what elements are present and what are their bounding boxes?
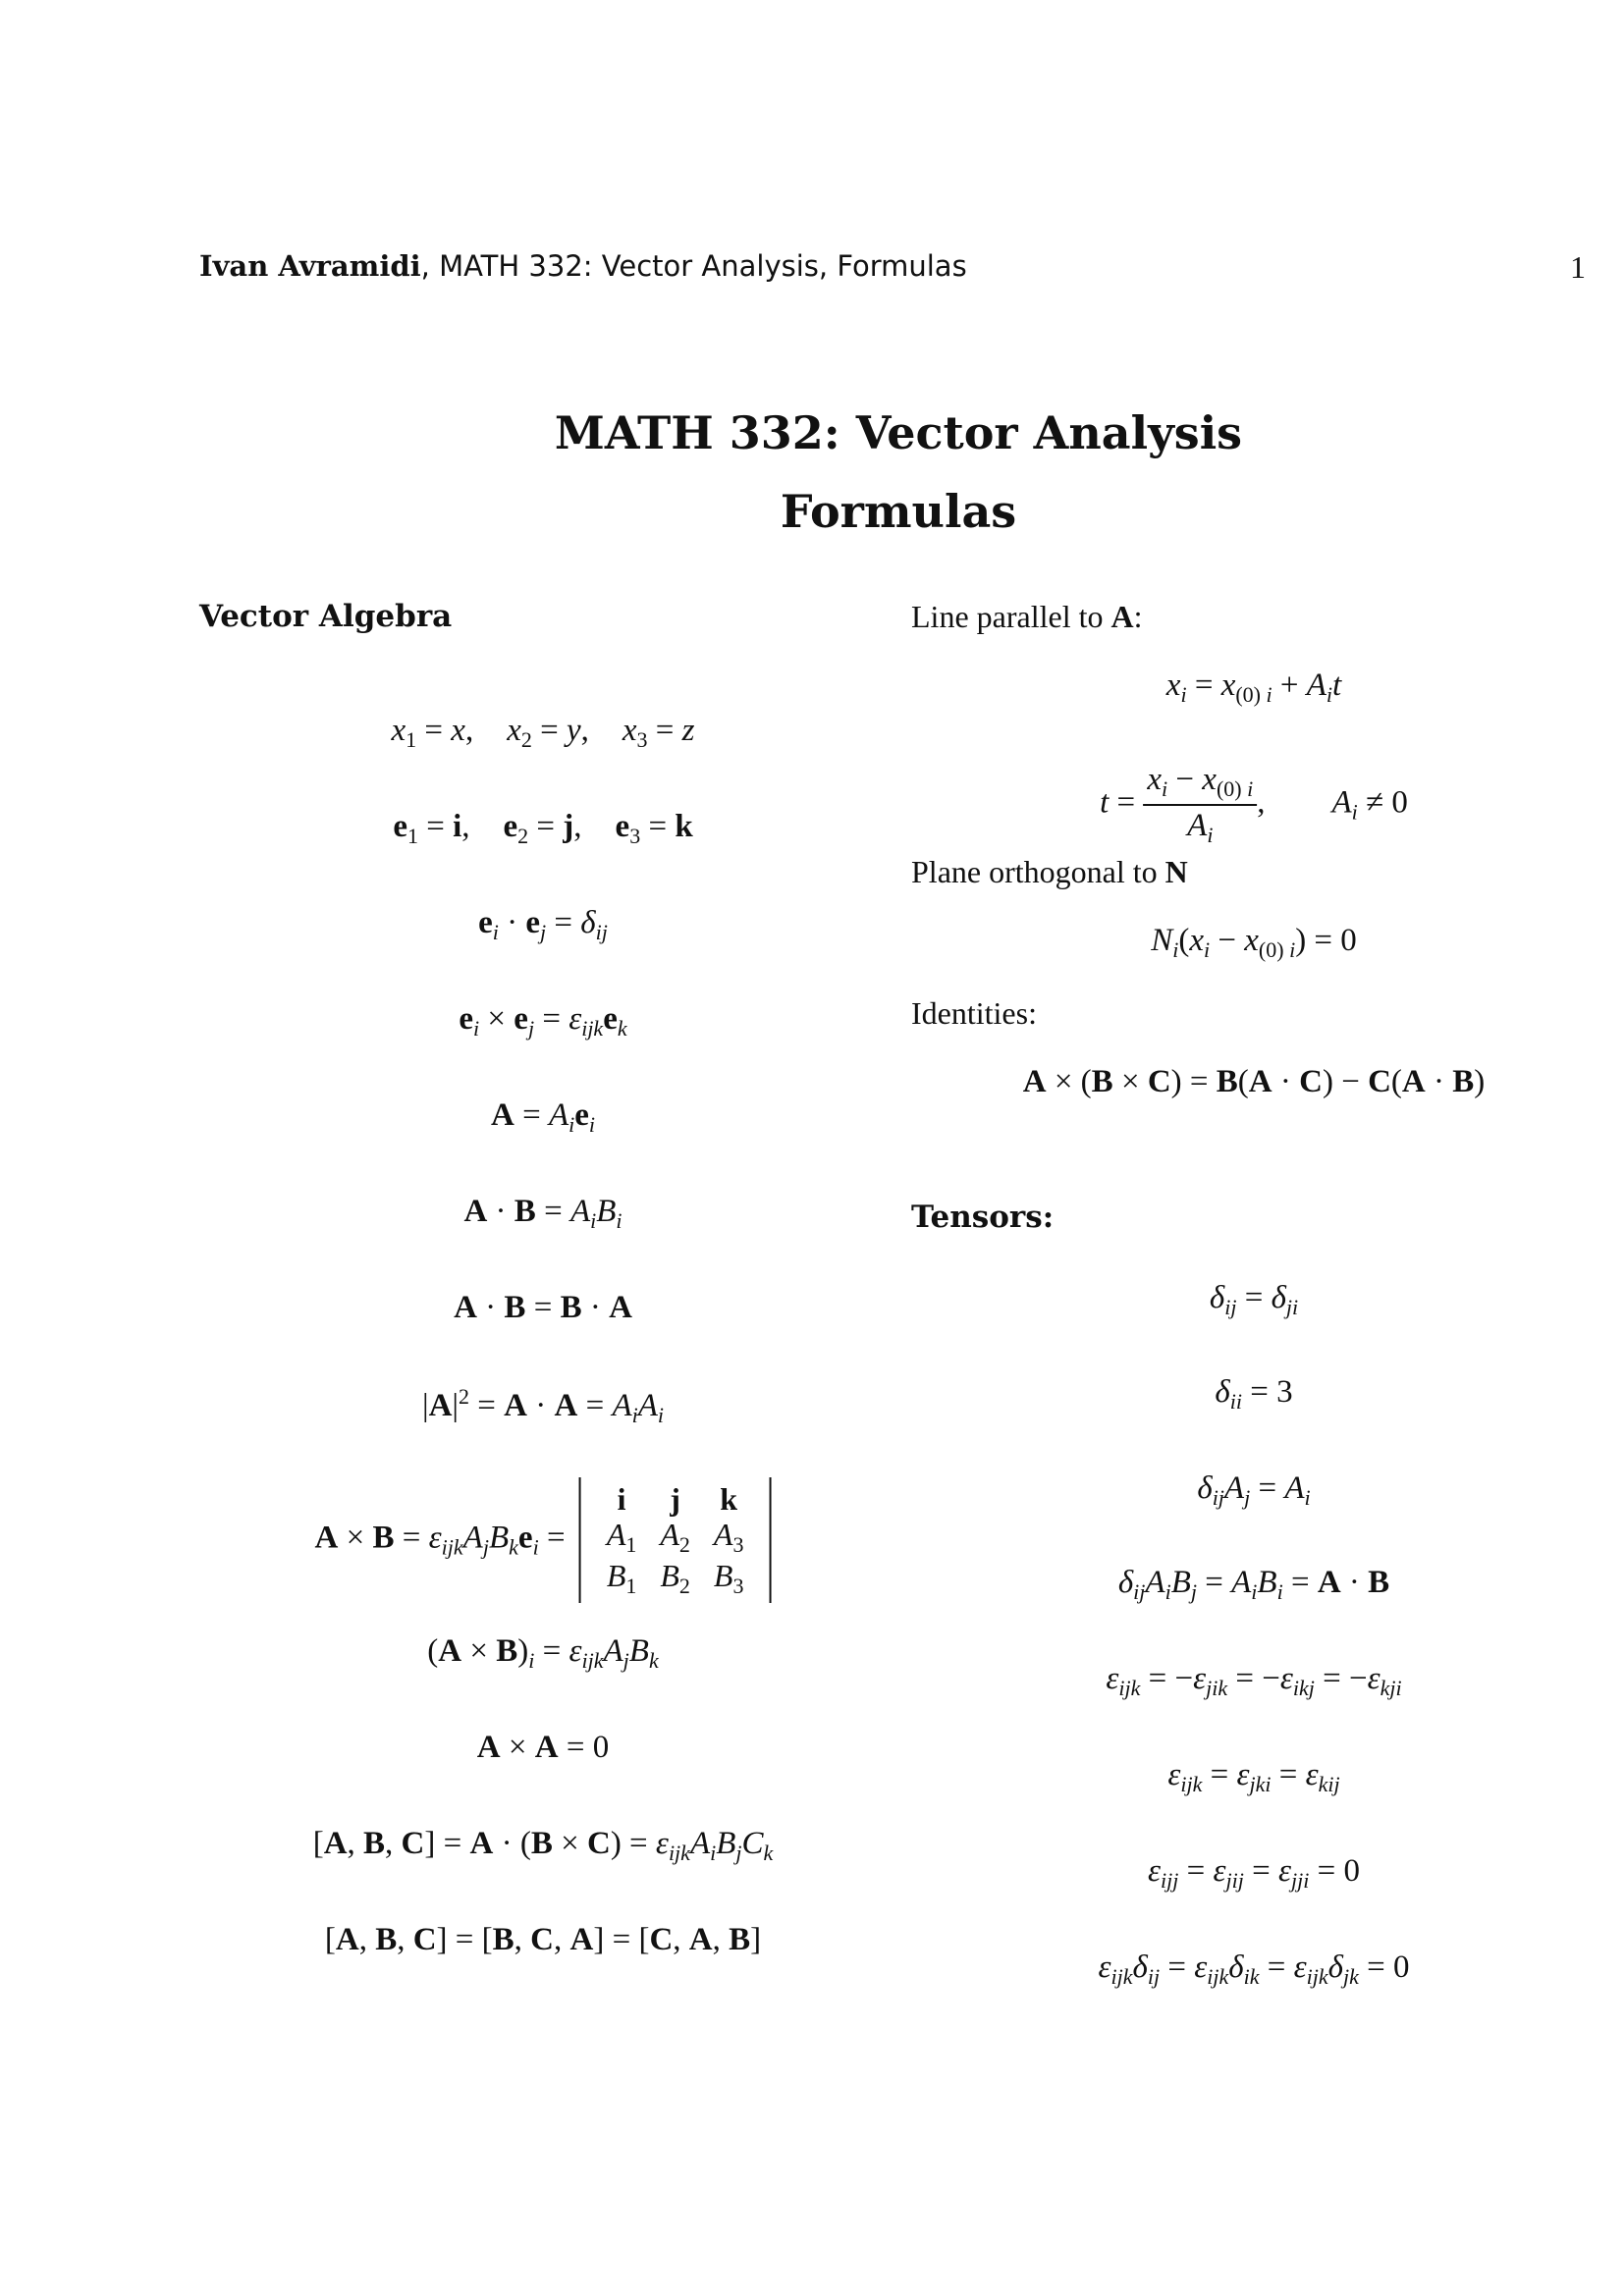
formula-basis-vectors: $e_1 = i$, $e_2 = j$, $e_3 = k$ (393, 809, 693, 848)
formula-coordinates: $x_1 = x$, $x_2 = y$, $x_3 = z$ (391, 713, 695, 752)
label-plane-orthogonal-text: Plane orthogonal to (911, 854, 1158, 889)
formula-delta-symmetric: $\delta_{ij} = \delta_{ji}$ (1209, 1280, 1299, 1319)
formula-cross-product-determinant: $A \times B = \varepsilon_{ijk}A_jB_ke_i$ = i j k $A_1$ $A_2$ $A_3$ $B_1$ $B_2$ $B_3$ (315, 1477, 772, 1603)
formula-triple-product: [A, B, $C] = A \cdot (B \times C) = \varepsilon_{ijk}A_iB_jC_k$ (312, 1826, 774, 1865)
section-tensors: Tensors: (911, 1200, 1055, 1235)
formula-epsilon-repeated: $\varepsilon_{ijj} = \varepsilon_{jij} = \varepsilon_{jji} = 0$ (1148, 1853, 1360, 1893)
formula-vector-components: $A = A_ie_i$ (490, 1097, 596, 1137)
formula-norm-squared: $|A|^2 = A \cdot A = A_iA_i$ (421, 1384, 665, 1427)
formula-epsilon-antisymmetric: $\varepsilon_{ijk} = -\varepsilon_{jik} = -\varepsilon_{ikj} = -\varepsilon_{kji}$ (1106, 1661, 1402, 1700)
label-line-parallel-text: Line parallel to (911, 599, 1104, 634)
formula-delta-trace: $\delta_{ii} = 3$ (1215, 1374, 1293, 1414)
formula-line-parametric: $x_i = x_{(0) i} + A_it$ (1165, 667, 1342, 707)
det-cell-i: i (617, 1481, 626, 1517)
label-line-parallel-colon: : (1133, 599, 1143, 634)
det-cell-j: j (670, 1481, 680, 1517)
formula-triple-cyclic: [A, B, C] = [B, C, A] = [C, A, B] (324, 1922, 762, 1957)
determinant-matrix: i j k $A_1$ $A_2$ $A_3$ $B_1$ $B_2$ $B_3$ (579, 1477, 772, 1603)
running-header (199, 249, 967, 283)
header-course-info: , MATH 332: Vector Analysis, Formulas (420, 249, 967, 283)
formula-epsilon-cyclic: $\varepsilon_{ijk} = \varepsilon_{jki} = \varepsilon_{kij}$ (1167, 1757, 1340, 1796)
formula-cross-component: $(A \times B)_i = \varepsilon_{ijk}A_jB_k$ (427, 1633, 659, 1673)
formula-dot-commutative: A · B = B · A (454, 1290, 632, 1325)
label-line-parallel-vector: A (1110, 599, 1134, 634)
formula-bac-cab: A × (B × C) = B(A · C) − C(A · B) (1022, 1064, 1486, 1099)
det-cell-k: k (720, 1481, 738, 1517)
formula-delta-contraction: $\delta_{ij}A_j = A_i$ (1197, 1470, 1311, 1510)
formula-self-cross: A × A = 0 (476, 1730, 610, 1765)
formula-plane-equation: $N_i(x_i - x_{(0) i}) = 0$ (1151, 923, 1357, 962)
label-identities: Identities: (911, 995, 1037, 1031)
formula-delta-dot: $\delta_{ij}A_iB_j = A_iB_i = A \cdot B$ (1117, 1565, 1390, 1604)
formula-dot-product: $A \cdot B = A_iB_i$ (463, 1194, 623, 1233)
page-subtitle: Formulas (780, 485, 1017, 538)
label-plane-orthogonal-vector: N (1164, 854, 1188, 889)
header-author: Ivan Avramidi (199, 249, 421, 283)
section-vector-algebra: Vector Algebra (199, 599, 453, 634)
formula-cross-basis: $e_i \times e_j = \varepsilon_{ijk}e_k$ (459, 1001, 627, 1041)
formula-dot-basis: $e_i \cdot e_j = \delta_{ij}$ (478, 905, 608, 944)
page-number: 1 (1570, 249, 1586, 285)
page-title: MATH 332: Vector Analysis (554, 406, 1243, 459)
label-line-parallel (911, 599, 1142, 635)
formula-line-parameter: t = $\frac{x_i - x_{(0) i}}{A_i}$ , $A_i \ne 0$ (1100, 762, 1408, 847)
label-plane-orthogonal (911, 854, 1188, 890)
formula-epsilon-delta-zero: $\varepsilon_{ijk}\delta_{ij} = \varepsilon_{ijk}\delta_{ik} = \varepsilon_{ijk}\delta_{jk} = 0$ (1098, 1949, 1410, 1989)
